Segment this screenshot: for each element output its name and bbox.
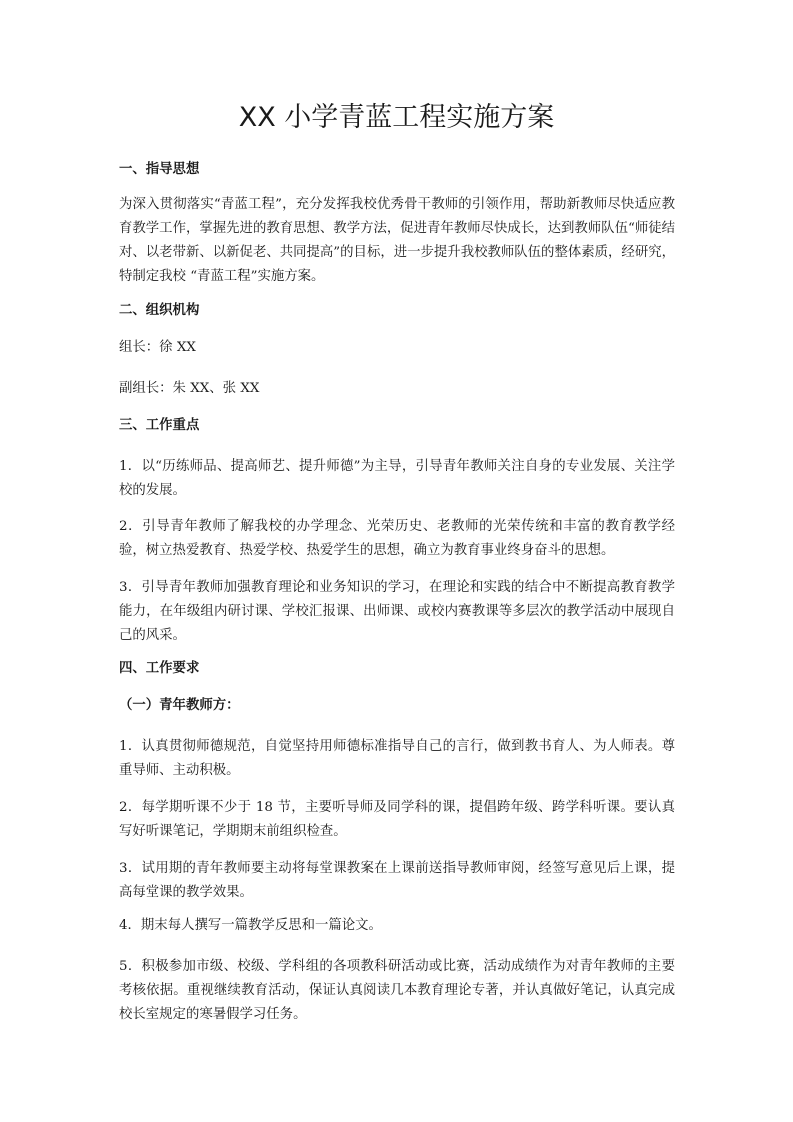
section-heading-guiding-ideology: 一、指导思想 <box>119 162 200 177</box>
section-heading-key-work: 三、工作重点 <box>119 418 200 433</box>
requirement-item-3: 3．试用期的青年教师要主动将每堂课教案在上课前送指导教师审阅，经签写意见后上课，提高每堂课的教学效果。 <box>119 861 675 900</box>
requirement-item-1: 1．认真贯彻师德规范，自觉坚持用师德标准指导自己的言行，做到教书育人、为人师表。尊重导师、主动积极。 <box>119 739 675 778</box>
requirement-item-5: 5．积极参加市级、校级、学科组的各项教科研活动或比赛，活动成绩作为对青年教师的主要考核依据。重视继续教育活动，保证认真阅读几本教育理论专著，并认真做好笔记，认真完成校长室规定的寒暑假学习任务。 <box>119 959 675 1022</box>
subsection-heading-young-teachers: （一）青年教师方： <box>119 698 240 713</box>
section-heading-organization: 二、组织机构 <box>119 303 200 318</box>
section-heading-work-requirements: 四、工作要求 <box>119 661 200 676</box>
leader-line: 组长：徐 XX <box>119 340 196 355</box>
key-work-item-1: 1．以“历练师品、提高师艺、提升师德”为主导，引导青年教师关注自身的专业发展、关注学校的发展。 <box>119 459 675 498</box>
requirement-item-4: 4．期末每人撰写一篇教学反思和一篇论文。 <box>119 918 382 933</box>
document-title: XX 小学青蓝工程实施方案 <box>238 102 555 133</box>
requirement-item-2: 2．每学期听课不少于 18 节，主要听导师及同学科的课，提倡跨年级、跨学科听课。要认真写好听课笔记，学期期末前组织检查。 <box>119 800 675 839</box>
key-work-item-2: 2．引导青年教师了解我校的办学理念、光荣历史、老教师的光荣传统和丰富的教育教学经验，树立热爱教育、热爱学校、热爱学生的思想，确立为教育事业终身奋斗的思想。 <box>119 519 675 558</box>
deputy-leader-line: 副组长：朱 XX、张 XX <box>119 381 260 396</box>
paragraph-guiding-ideology: 为深入贯彻落实“青蓝工程”，充分发挥我校优秀骨干教师的引领作用，帮助新教师尽快适应教育教学工作，掌握先进的教育思想、教学方法，促进青年教师尽快成长，达到教师队伍“师徒结对、以老带新、以新促老、共同提高”的目标，进一步提升我校教师队伍的整体素质，经研究，特制定我校 “青蓝工程”实施方案。 <box>119 197 675 284</box>
key-work-item-3: 3．引导青年教师加强教育理论和业务知识的学习，在理论和实践的结合中不断提高教育教学能力，在年级组内研讨课、学校汇报课、出师课、或校内赛教课等多层次的教学活动中展现自己的风采。 <box>119 580 675 643</box>
